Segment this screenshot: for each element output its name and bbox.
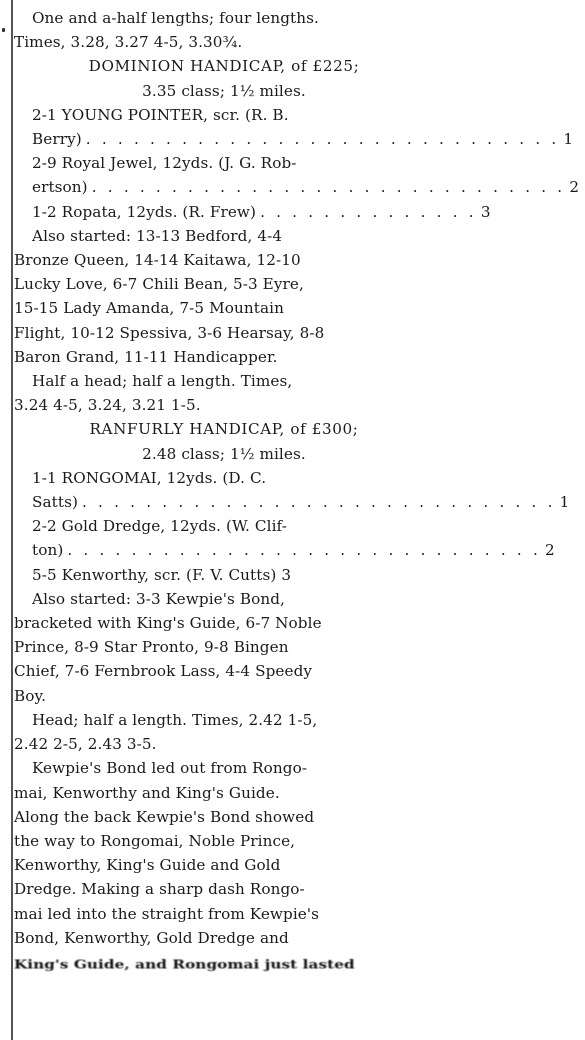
placing-rider: Berry)	[32, 130, 82, 149]
race-report-line: Kenworthy, King's Guide and Gold	[14, 856, 281, 875]
placing-first: 1-1 RONGOMAI, 12yds. (D. C.	[32, 468, 267, 487]
race-class-dominion: 3.35 class; 1½ miles.	[142, 81, 306, 100]
leader-dots: . . . . . . . . . . . . . .	[260, 202, 477, 221]
race-report-line: Bond, Kenworthy, Gold Dredge and	[14, 928, 289, 947]
placing-first-cont	[14, 127, 574, 151]
race-report-line: Dredge. Making a sharp dash Rongo-	[14, 880, 305, 899]
news-column	[14, 6, 580, 974]
race-report-line-smudged	[14, 950, 434, 974]
also-started-line: Also started: 13-13 Bedford, 4-4	[32, 226, 283, 245]
placing-number: 2	[545, 541, 555, 560]
placing-rider: Satts)	[32, 493, 78, 512]
leader-dots: . . . . . . . . . . . . . . . . . . . . . . . . . . . . . .	[91, 178, 566, 197]
race-report-line: mai, Kenworthy and King's Guide.	[14, 783, 280, 802]
also-started-line: 15-15 Lady Amanda, 7-5 Mountain	[14, 299, 284, 318]
placing-second: 2-9 Royal Jewel, 12yds. (J. G. Rob-	[32, 154, 297, 173]
also-started-line: Flight, 10-12 Spessiva, 3-6 Hearsay, 8-8	[14, 323, 325, 342]
placing-text: 1-2 Ropata, 12yds. (R. Frew)	[32, 202, 257, 221]
placing-number: 3	[480, 202, 491, 221]
also-started-line: Prince, 8-9 Star Pronto, 9-8 Bingen	[14, 638, 289, 657]
placing-first: 2-1 YOUNG POINTER, scr. (R. B.	[32, 105, 289, 124]
also-started-line: Boy.	[14, 686, 47, 705]
result-times: Times, 3.28, 3.27 4-5, 3.30¾.	[14, 33, 243, 52]
also-started-line: Baron Grand, 11-11 Handicapper.	[14, 347, 278, 366]
placing-number: 1	[563, 130, 574, 149]
leader-dots: . . . . . . . . . . . . . . . . . . . . . . . . . . . . . .	[67, 541, 541, 560]
race-class-ranfurly: 2.48 class; 1½ miles.	[142, 444, 306, 463]
leader-dots: . . . . . . . . . . . . . . . . . . . . . . . . . . . . . .	[85, 130, 560, 149]
race-report-line: mai led into the straight from Kewpie's	[14, 904, 320, 923]
also-started-line: Also started: 3-3 Kewpie's Bond,	[32, 589, 285, 608]
result-margins: Half a head; half a length. Times,	[32, 372, 293, 391]
column-rule	[11, 0, 13, 1040]
also-started-line: Lucky Love, 6-7 Chili Bean, 5-3 Eyre,	[14, 275, 304, 294]
placing-second-cont	[14, 175, 580, 199]
smudged-text: King's Guide, and Rongomai just lasted	[14, 957, 355, 972]
placing-second-cont	[14, 538, 555, 562]
race-report-line: Kewpie's Bond led out from Rongo-	[32, 759, 308, 778]
also-started-line: bracketed with King's Guide, 6-7 Noble	[14, 614, 322, 633]
placing-number: 2	[569, 178, 580, 197]
also-started-line: Bronze Queen, 14-14 Kaitawa, 12-10	[14, 251, 301, 270]
leader-dots: . . . . . . . . . . . . . . . . . . . . . . . . . . . . . .	[82, 493, 556, 512]
placing-third	[14, 200, 491, 224]
placing-rider: ertson)	[32, 178, 88, 197]
placing-rider: ton)	[32, 541, 64, 560]
placing-first-cont	[14, 490, 570, 514]
print-speck	[2, 28, 5, 32]
result-margins: One and a-half lengths; four lengths.	[32, 9, 319, 27]
placing-number: 1	[559, 493, 570, 512]
race-report-line: the way to Rongomai, Noble Prince,	[14, 831, 296, 850]
race-title-dominion: DOMINION HANDICAP, of £225;	[88, 57, 360, 76]
also-started-line: Chief, 7-6 Fernbrook Lass, 4-4 Speedy	[14, 662, 313, 681]
result-times: 3.24 4-5, 3.24, 3.21 1-5.	[14, 396, 201, 415]
result-margins: Head; half a length. Times, 2.42 1-5,	[32, 710, 318, 729]
placing-second: 2-2 Gold Dredge, 12yds. (W. Clif-	[32, 517, 287, 536]
result-times: 2.42 2-5, 2.43 3-5.	[14, 735, 157, 754]
race-report-line: Along the back Kewpie's Bond showed	[14, 807, 315, 826]
placing-third: 5-5 Kenworthy, scr. (F. V. Cutts) 3	[32, 565, 292, 584]
race-title-ranfurly: RANFURLY HANDICAP, of £300;	[89, 420, 359, 439]
